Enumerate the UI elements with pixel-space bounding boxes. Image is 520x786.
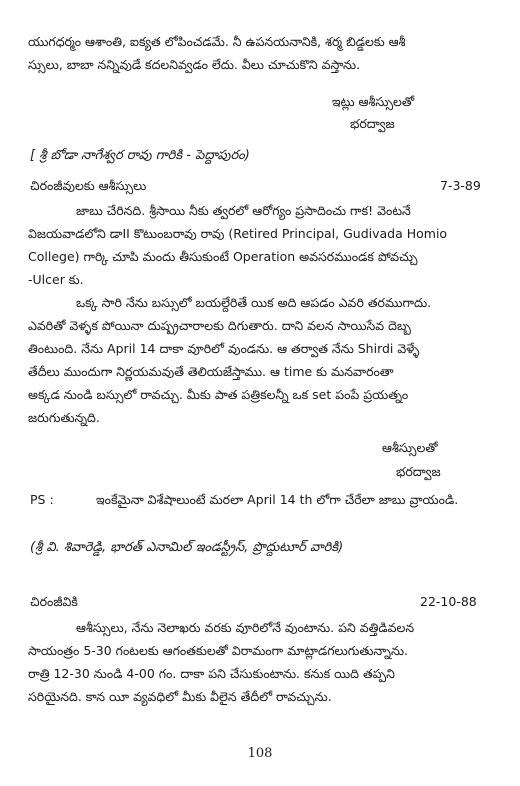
text-line: సాయంత్రం 5-30 గంటలకు ఆగంతకులతో విరామంగా మాట్లాడగలుగుతున్నాను. [28,643,409,658]
recipient-heading: [ శ్రీ బోడా నాగేశ్వర రావు గారికి - పెద్దాపురం) [30,148,250,163]
text-line: తేదీలు ముందుగా నిర్ణయమవుతే తెలియజేస్తాము. ఆ time కు మనవారంతా [28,364,394,379]
text-line: యుగధర్మం ఆశాంతి, ఐక్యత లోపించడమే. నీ ఉపనయనానికి, శర్మ బిడ్డలకు ఆశీ [28,34,406,49]
text-line: స్సులు, బాబా నన్నివుడే కదలనివ్వడం లేదు. వీలు చూచుకొని వస్తాను. [28,57,361,72]
letter-paragraph [28,291,494,429]
text-line: ఆశీస్సులు, నేను నెలాఖరు వరకు వూరిలోనే వుంటాను. పని వత్తిడివలన [76,620,415,635]
text-line: విజయవాడలోని డాII కొటుంబరావు రావు (Retired Principal, Gudivada Homio [28,226,448,241]
text-line: రాత్రి 12-30 నుండి 4-00 గం. దాకా పని చేసుకుంటాను. కనుక యిది తప్పని [28,666,395,681]
top-paragraph [28,30,494,76]
text-line: College) గార్కి చూపి మందు తీసుకుంటే Operation అవసరముండక పోవచ్చు [28,249,418,264]
page-number: 108 [247,746,273,761]
letter-date: 22-10-88 [420,594,477,609]
letter-date: 7-3-89 [440,178,481,193]
text-line: అక్కడ నుండి బస్సులో రావచ్చు. మీకు పాత పత్రికలన్నీ ఒక set పంపే ప్రయత్నం [28,387,409,402]
recipient-heading: (శ్రీ వి. శివారెడ్డి, భారత్ ఎనామిల్ ఇండస్ట్రీస్, ప్రొద్దుటూర్ వారికి) [30,540,344,555]
text-line: ఎవరితో వెళ్ళక పోయినా దుష్ప్రచారాలకు దిగుతారు. దాని వలన సాయిసేవ దెబ్బ [28,318,411,333]
letter-paragraph [28,616,494,708]
ps-text: ఇంకేమైనా విశేషాలుంటే మరలా April 14 th లోగా చేరేలా జాబు వ్రాయండి. [96,492,459,507]
sign-name: భరద్వాజ [350,116,395,131]
text-line: సరియైనది. కాన యీ వ్యవధిలో మీకు వీలైన తేదీలో రావచ్చును. [28,689,332,704]
sign-name: భరద్వాజ [396,464,441,479]
sign-closing: ఆశీస్సులతో [382,440,438,455]
text-line: జరుగుతున్నది. [28,410,100,425]
text-line: తింటుంది. నేను April 14 దాకా వూరిలో వుండను. ఆ తర్వాత నేను Shirdi వెళ్ళే [28,341,420,356]
ps-label: PS : [30,492,54,507]
text-line: ఒక్క సారి నేను బస్సులో బయల్దేరితే యిక అది ఆపడం ఎవరి తరముగాదు. [76,295,432,310]
salutation: చిరంజీవికి [30,594,78,609]
sign-closing: ఇట్లు ఆశీస్సులతో [332,94,415,109]
salutation: చిరంజీవులకు ఆశీస్సులు [30,178,147,193]
text-line: జాబు చేరినది. శ్రీసాయి నీకు త్వరలో ఆరోగ్యం ప్రసాదించు గాక! వెంటనే [76,203,411,218]
letter-paragraph [28,199,494,291]
text-line: -Ulcer కు. [28,272,84,287]
